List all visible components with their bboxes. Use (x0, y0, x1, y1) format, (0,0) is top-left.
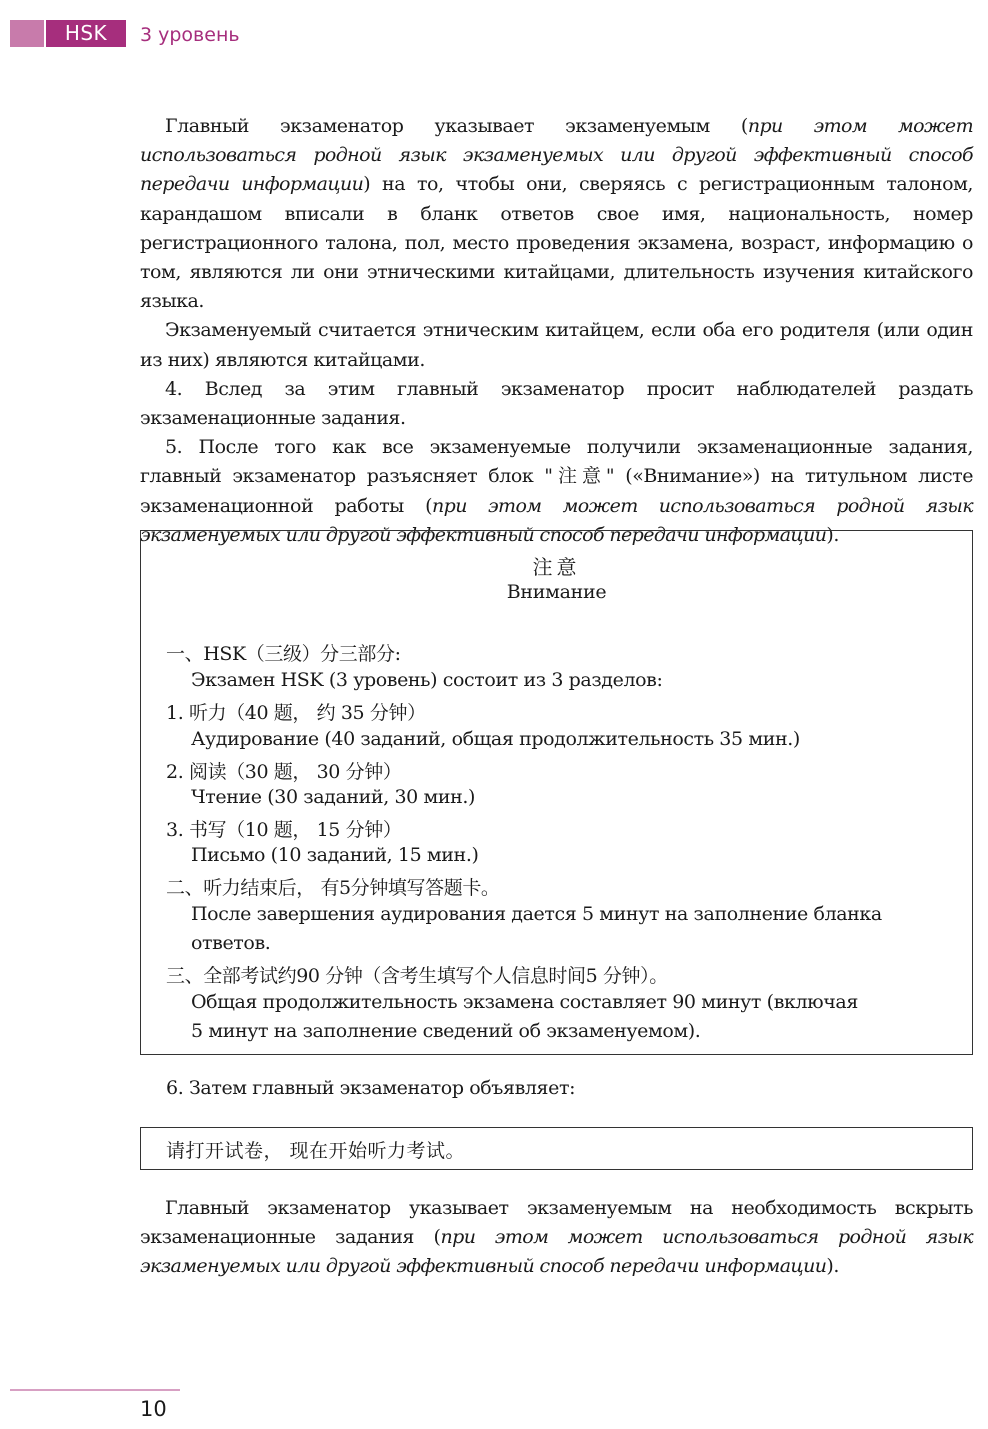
notice-line: 一、HSK（三级）分三部分: (166, 643, 401, 665)
notice-line: Общая продолжительность экзамена составляет 90 минут (включая (191, 991, 858, 1013)
paragraph-1: Главный экзаменатор указывает экзаменуемым (при этом может использоваться родной язык экзаменуемых или другой эффективный способ передачи информации) на то, чтобы они, сверяясь с регистрационным талоном, карандашом вписали в бланк ответов свое имя, национальность, номер регистрационного талона, пол, место проведения экзамена, возраст, информацию о том, являются ли они этническими китайцами, длительность изучения китайского языка. (140, 115, 973, 313)
header-level-label: 3 уровень (140, 24, 240, 46)
notice-box (140, 530, 973, 1055)
notice-line: Письмо (10 заданий, 15 мин.) (191, 844, 479, 866)
command-text: 请打开试卷， 现在开始听力考试。 (166, 1140, 466, 1162)
notice-title-zh: 注意 (532, 555, 581, 579)
notice-line: После завершения аудирования дается 5 минут на заполнение бланка (191, 903, 882, 925)
main-text (140, 112, 973, 550)
footer-divider (10, 1389, 180, 1391)
notice-line: 三、全部考试约90 分钟（含考生填写个人信息时间5 分钟）。 (166, 965, 668, 987)
notice-line: Чтение (30 заданий, 30 мин.) (191, 786, 476, 808)
paragraph-step-5: 5. После того как все экзаменуемые получили экзаменационные задания, главный экзаменатор разъясняет блок "注意" («Внимание») на титульном листе экзаменационной работы (при этом может использоваться родной язык экзаменуемых или другой эффективный способ передачи информации). (140, 436, 973, 546)
notice-line: ответов. (191, 932, 271, 954)
notice-line: 二、听力结束后， 有5分钟填写答题卡。 (166, 877, 500, 899)
notice-line: Аудирование (40 заданий, общая продолжительность 35 мин.) (191, 728, 800, 750)
paragraph-2: Экзаменуемый считается этническим китайцем, если оба его родителя (или один из них) являются китайцами. (140, 319, 973, 371)
notice-line: Экзамен HSK (3 уровень) состоит из 3 разделов: (191, 669, 663, 691)
header-accent-block (10, 20, 44, 47)
instruction-step-6: 6. Затем главный экзаменатор объявляет: (166, 1077, 576, 1099)
notice-line: 2. 阅读（30 题， 30 分钟） (166, 761, 402, 783)
notice-line: 1. 听力（40 题， 约 35 分钟） (166, 702, 426, 724)
command-box (140, 1127, 973, 1170)
notice-line: 5 минут на заполнение сведений об экзаменуемом). (191, 1020, 701, 1042)
notice-title-ru: Внимание (506, 581, 607, 603)
paragraph-bottom: Главный экзаменатор указывает экзаменуемым на необходимость вскрыть экзаменационные задания (при этом может использоваться родной язык экзаменуемых или другой эффективный способ передачи информации). (140, 1197, 974, 1278)
header-hsk-badge: HSK (46, 20, 126, 47)
notice-line: 3. 书写（10 题， 15 分钟） (166, 819, 402, 841)
page-number: 10 (140, 1397, 167, 1421)
main-text-bottom (140, 1194, 973, 1282)
paragraph-step-4: 4. Вслед за этим главный экзаменатор просит наблюдателей раздать экзаменационные задания. (140, 377, 973, 430)
